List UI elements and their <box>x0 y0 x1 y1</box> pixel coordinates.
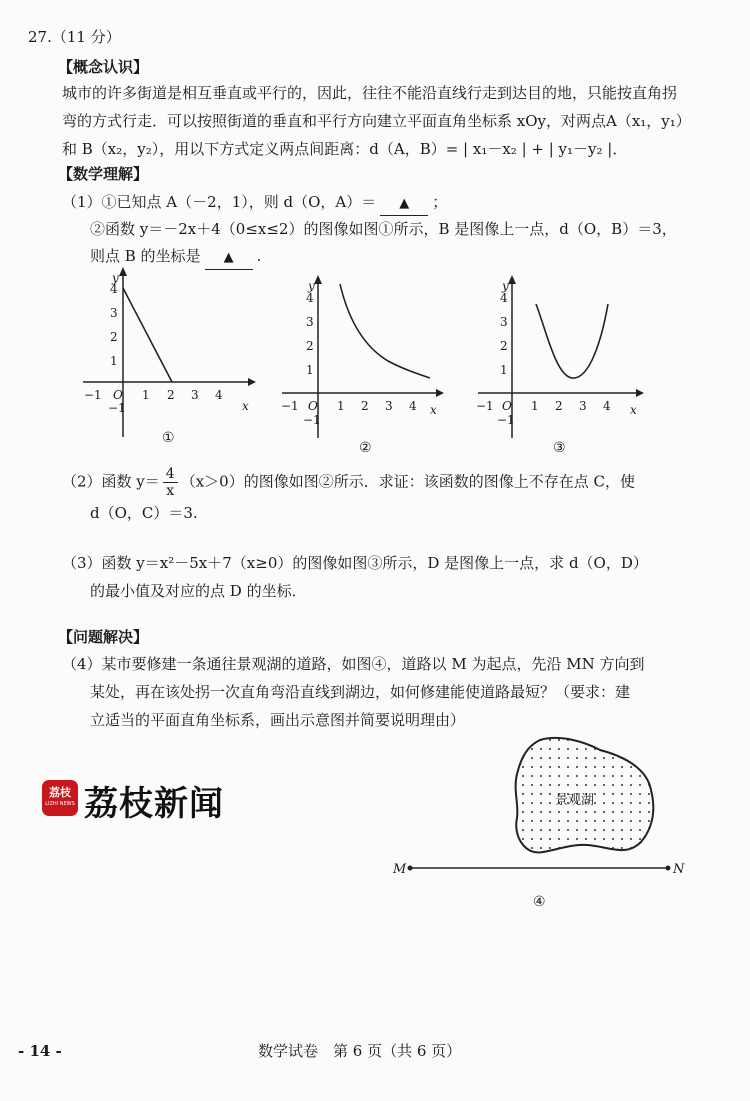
reciprocal-curve <box>340 284 430 378</box>
svg-text:−1: −1 <box>476 399 494 413</box>
svg-text:−1: −1 <box>108 401 126 415</box>
svg-text:4: 4 <box>500 291 508 305</box>
svg-text:3: 3 <box>110 306 118 320</box>
fraction-4-over-x: $\frac{4}{x}$ <box>163 466 178 499</box>
footer-title: 数学试卷 第 6 页（共 6 页） <box>258 1042 462 1060</box>
svg-text:3: 3 <box>306 315 314 329</box>
svg-text:④: ④ <box>533 894 546 910</box>
svg-text:2: 2 <box>555 399 563 413</box>
section-concept-heading: 【概念认识】 <box>58 58 149 76</box>
svg-text:1: 1 <box>306 363 314 377</box>
part2-text-line2: d（O，C）＝3. <box>90 504 198 522</box>
part1a-text: （1）①已知点 A（－2，1），则 d（O，A）＝ ▲ ； <box>62 191 447 216</box>
concept-text-line2: 弯的方式行走．可以按照街道的垂直和平行方向建立平面直角坐标系 xOy，对两点A（x₁，y₁） <box>62 112 691 130</box>
svg-text:②: ② <box>359 440 372 456</box>
svg-text:y: y <box>502 279 509 293</box>
svg-text:①: ① <box>162 430 175 446</box>
part3-text-line1: （3）函数 y＝x²－5x＋7（x≥0）的图像如图③所示，D 是图像上一点，求 d（O，D） <box>62 554 648 572</box>
svg-text:O: O <box>113 388 123 402</box>
svg-text:2: 2 <box>167 388 175 402</box>
svg-text:y: y <box>112 271 119 285</box>
svg-text:O: O <box>308 399 318 413</box>
concept-text-line3: 和 B（x₂，y₂），用以下方式定义两点间距离：d（A，B）= | x₁－x₂ | + | y₁－y₂ |． <box>62 140 628 158</box>
svg-text:2: 2 <box>110 330 118 344</box>
section-math-heading: 【数学理解】 <box>58 165 149 183</box>
svg-text:−1: −1 <box>497 413 515 427</box>
question-number: 27.（11 分） <box>28 28 121 46</box>
svg-text:4: 4 <box>409 399 417 413</box>
svg-text:景观湖: 景观湖 <box>555 793 595 808</box>
part4-text-line3: 立适当的平面直角坐标系，画出示意图并简要说明理由） <box>90 711 466 729</box>
section-solve-heading: 【问题解决】 <box>58 628 149 646</box>
svg-text:1: 1 <box>142 388 150 402</box>
page-number: - 14 - <box>18 1042 62 1060</box>
svg-text:O: O <box>502 399 512 413</box>
svg-text:y: y <box>308 279 315 293</box>
svg-text:4: 4 <box>110 282 118 296</box>
svg-text:−1: −1 <box>281 399 299 413</box>
svg-text:3: 3 <box>500 315 508 329</box>
svg-text:N: N <box>673 862 685 877</box>
svg-text:4: 4 <box>603 399 611 413</box>
svg-text:1: 1 <box>500 363 508 377</box>
graph-1-linear <box>78 262 258 452</box>
part1b-text-line2: 则点 B 的坐标是 ▲ . <box>90 245 261 270</box>
graph-3-parabola <box>474 268 650 458</box>
part3-text-line2: 的最小值及对应的点 D 的坐标． <box>90 582 307 600</box>
svg-text:x: x <box>630 403 637 417</box>
svg-text:x: x <box>430 403 437 417</box>
part1b-text-line1: ②函数 y＝－2x＋4（0≤x≤2）的图像如图①所示，B 是图像上一点，d（O，B）＝3， <box>90 220 677 238</box>
svg-text:3: 3 <box>579 399 587 413</box>
svg-text:1: 1 <box>531 399 539 413</box>
svg-text:③: ③ <box>553 440 566 456</box>
point-m-dot <box>408 866 413 871</box>
svg-text:M: M <box>393 862 407 877</box>
point-n-dot <box>666 866 671 871</box>
svg-text:3: 3 <box>191 388 199 402</box>
part4-text-line2: 某处，再在该处拐一次直角弯沿直线到湖边，如何修建能使道路最短？（要求：建 <box>90 683 631 701</box>
linear-function-line <box>123 288 172 382</box>
graph-2-reciprocal <box>278 268 448 458</box>
svg-text:1: 1 <box>110 354 118 368</box>
part2-text-line1: （2）函数 y＝ $\frac{4}{x}$ （x＞0）的图像如图②所示．求证：该函数的图像上不存在点 C，使 <box>62 466 635 499</box>
svg-text:x: x <box>242 399 249 413</box>
svg-text:1: 1 <box>337 399 345 413</box>
svg-text:2: 2 <box>306 339 314 353</box>
concept-text-line1: 城市的许多街道是相互垂直或平行的，因此，往往不能沿直线行走到达目的地，只能按直角拐 <box>62 84 678 102</box>
svg-text:4: 4 <box>215 388 223 402</box>
part4-text-line1: （4）某市要修建一条通往景观湖的道路，如图④，道路以 M 为起点，先沿 MN 方向到 <box>62 655 645 673</box>
figure-4-lake <box>385 728 695 918</box>
lizhi-news-logo-icon: 荔枝 LIZHI NEWS <box>42 780 78 816</box>
lizhi-news-brand: 荔枝新闻 <box>84 784 224 824</box>
svg-text:−1: −1 <box>303 413 321 427</box>
answer-blank-1[interactable]: ▲ <box>380 191 428 216</box>
svg-text:3: 3 <box>385 399 393 413</box>
answer-blank-2[interactable]: ▲ <box>205 245 253 270</box>
svg-text:2: 2 <box>361 399 369 413</box>
parabola-curve <box>536 304 608 378</box>
svg-text:4: 4 <box>306 291 314 305</box>
svg-text:−1: −1 <box>84 388 102 402</box>
svg-text:2: 2 <box>500 339 508 353</box>
